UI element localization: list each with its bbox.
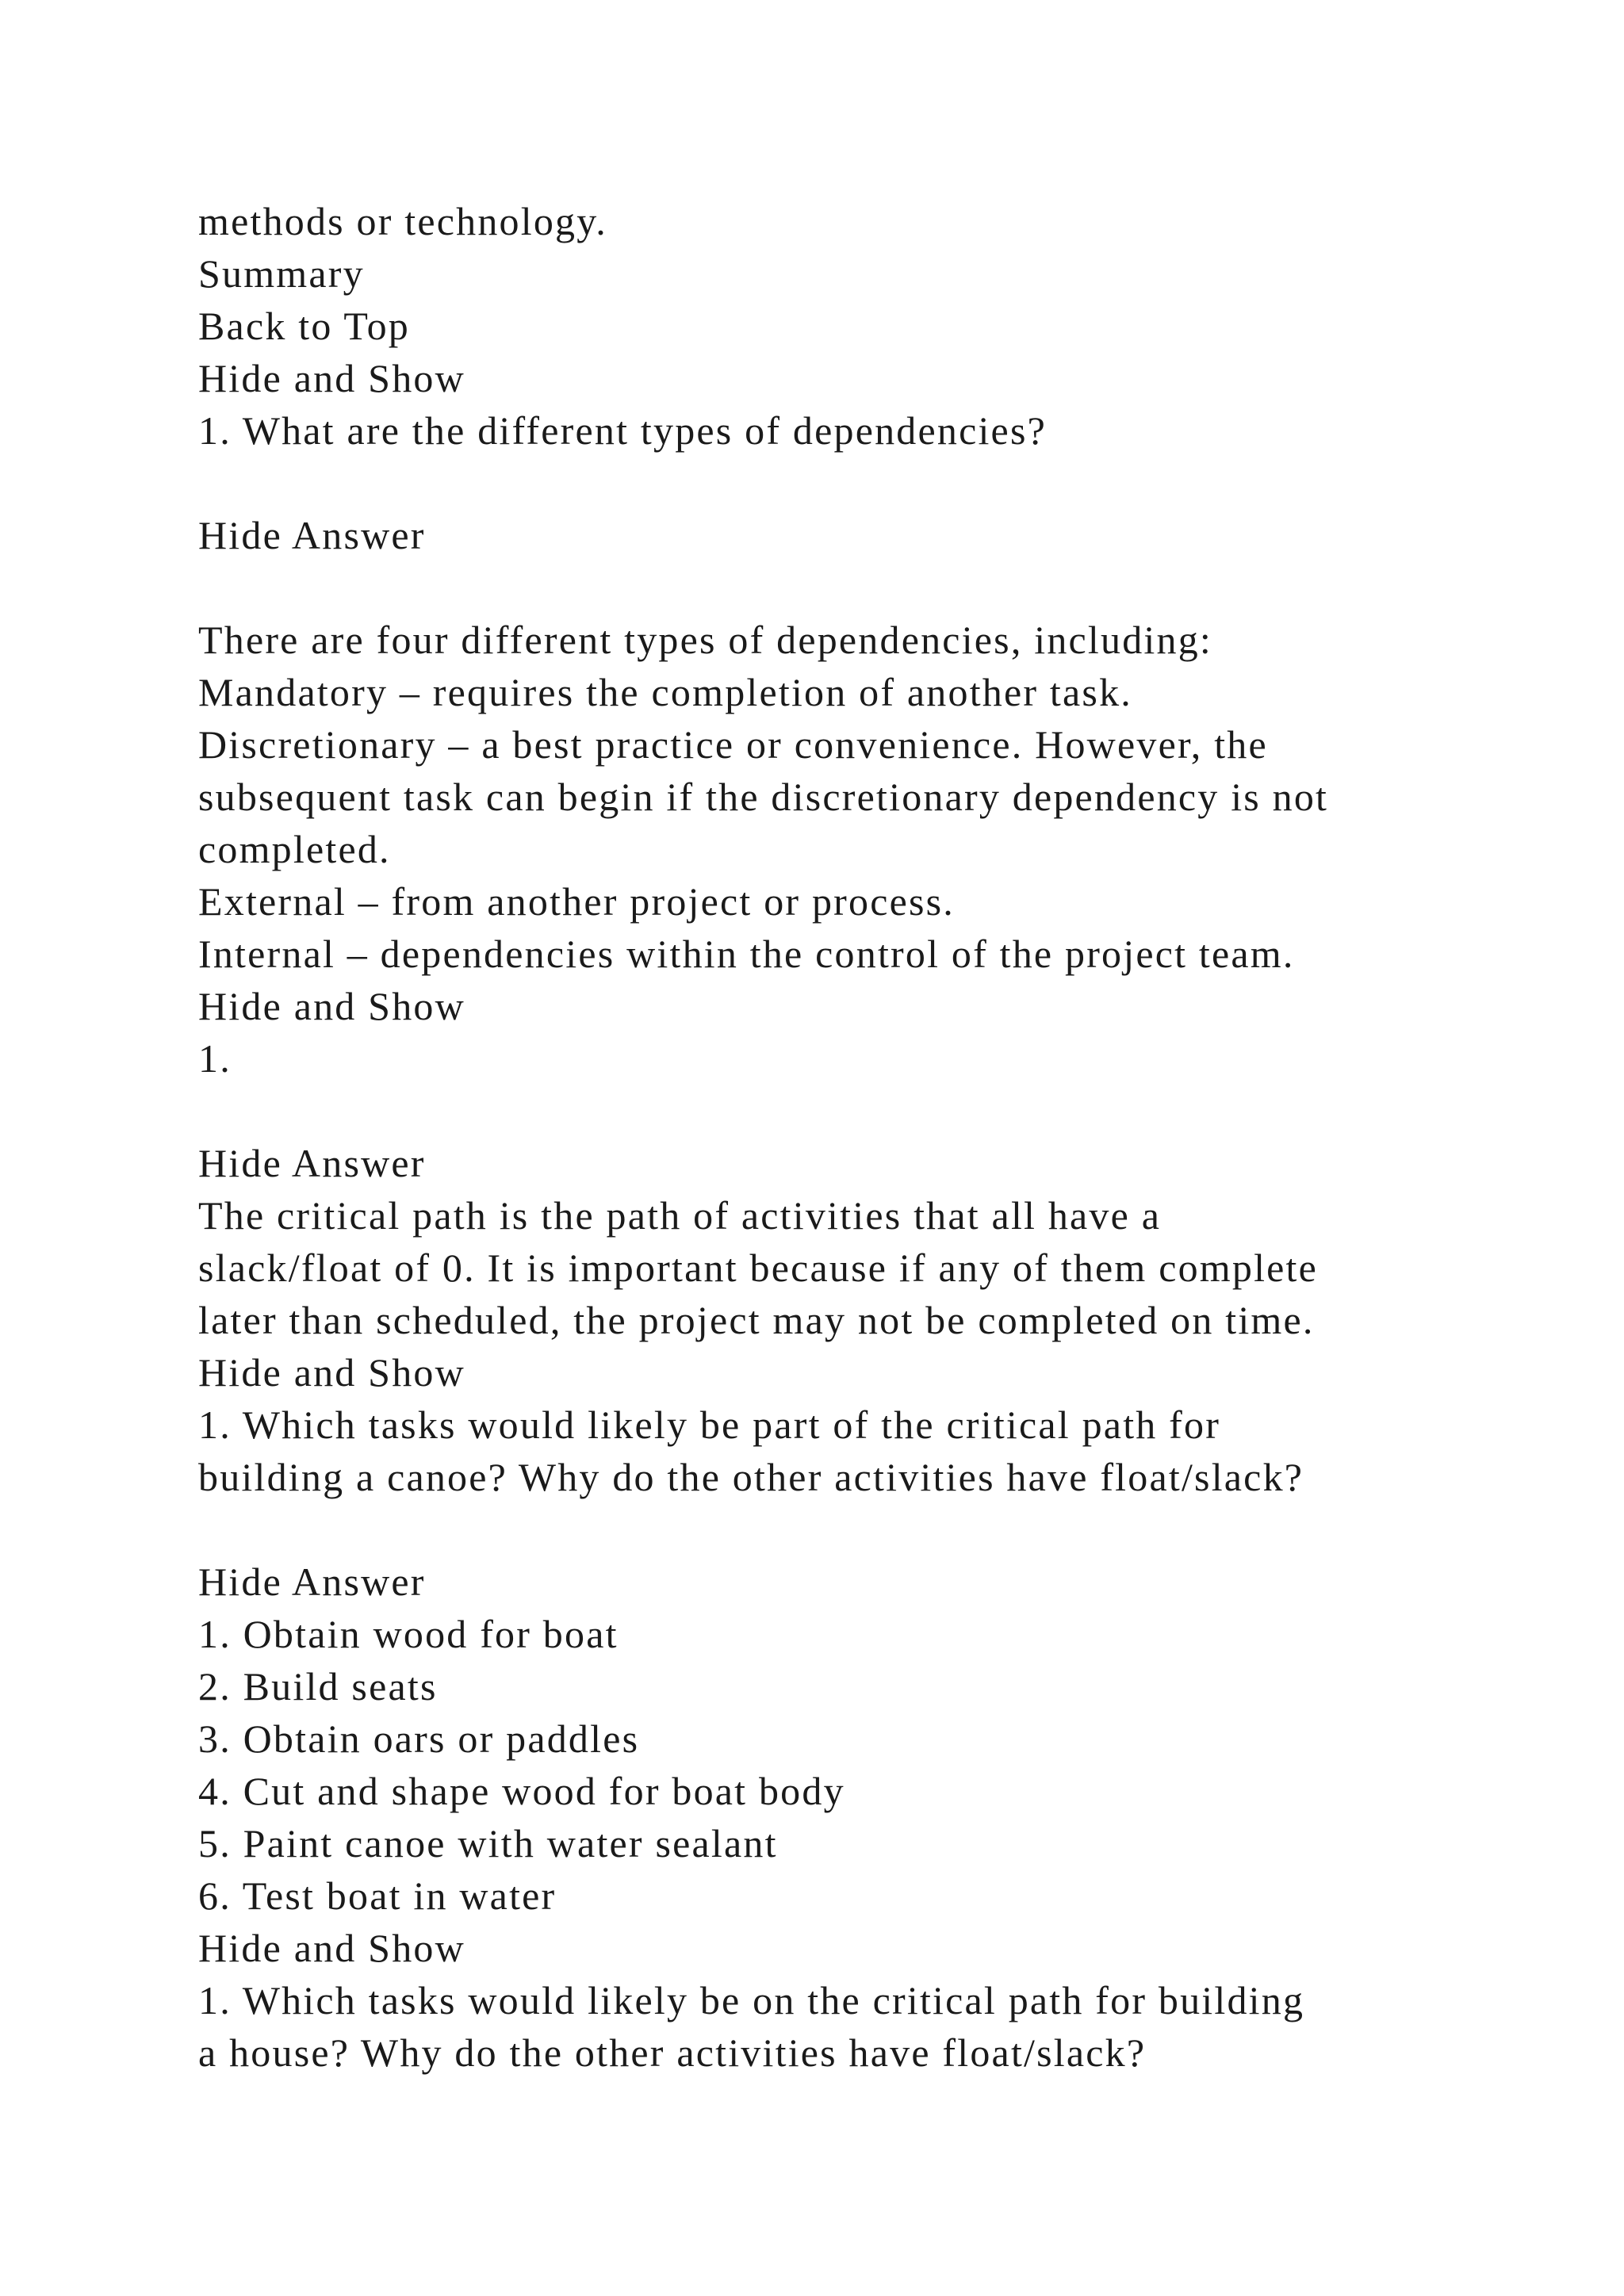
- text-line: 1. Which tasks would likely be part of the critical path for: [198, 1402, 1221, 1447]
- text-line: 1.: [198, 1036, 232, 1081]
- text-line: slack/float of 0. It is important because if any of them complete: [198, 1246, 1319, 1290]
- text-line: Discretionary – a best practice or convenience. However, the: [198, 722, 1268, 767]
- text-line: 5. Paint canoe with water sealant: [198, 1821, 778, 1866]
- text-line: Hide Answer: [198, 1559, 426, 1604]
- text-line: methods or technology.: [198, 199, 607, 243]
- text-line: Summary: [198, 251, 365, 296]
- blank-line: [198, 561, 1546, 614]
- document-page: [198, 195, 1546, 2079]
- text-line: a house? Why do the other activities have float/slack?: [198, 2030, 1147, 2075]
- text-line: Back to Top: [198, 304, 410, 348]
- text-line: Hide and Show: [198, 1926, 465, 1970]
- blank-line: [198, 1085, 1546, 1137]
- text-line: External – from another project or process.: [198, 879, 955, 924]
- blank-line: [198, 457, 1546, 509]
- text-line: There are four different types of dependencies, including:: [198, 618, 1212, 662]
- text-line: 3. Obtain oars or paddles: [198, 1716, 640, 1761]
- text-line: later than scheduled, the project may not be completed on time.: [198, 1298, 1315, 1342]
- text-line: 4. Cut and shape wood for boat body: [198, 1769, 845, 1813]
- text-line: building a canoe? Why do the other activities have float/slack?: [198, 1455, 1304, 1499]
- text-line: Hide and Show: [198, 984, 465, 1028]
- text-line: Mandatory – requires the completion of another task.: [198, 670, 1132, 714]
- text-line: 1. Which tasks would likely be on the critical path for building: [198, 1978, 1305, 2022]
- text-line: Hide and Show: [198, 1350, 465, 1395]
- text-line: subsequent task can begin if the discretionary dependency is not: [198, 775, 1329, 819]
- text-line: completed.: [198, 827, 391, 871]
- text-line: Hide and Show: [198, 356, 465, 400]
- text-line: Hide Answer: [198, 1141, 426, 1185]
- text-line: Hide Answer: [198, 513, 426, 557]
- text-line: Internal – dependencies within the control of the project team.: [198, 932, 1295, 976]
- text-line: 1. Obtain wood for boat: [198, 1612, 619, 1656]
- text-line: 1. What are the different types of dependencies?: [198, 408, 1048, 453]
- text-line: The critical path is the path of activities that all have a: [198, 1193, 1162, 1238]
- text-line: 6. Test boat in water: [198, 1873, 557, 1918]
- text-line: 2. Build seats: [198, 1664, 438, 1709]
- blank-line: [198, 1503, 1546, 1556]
